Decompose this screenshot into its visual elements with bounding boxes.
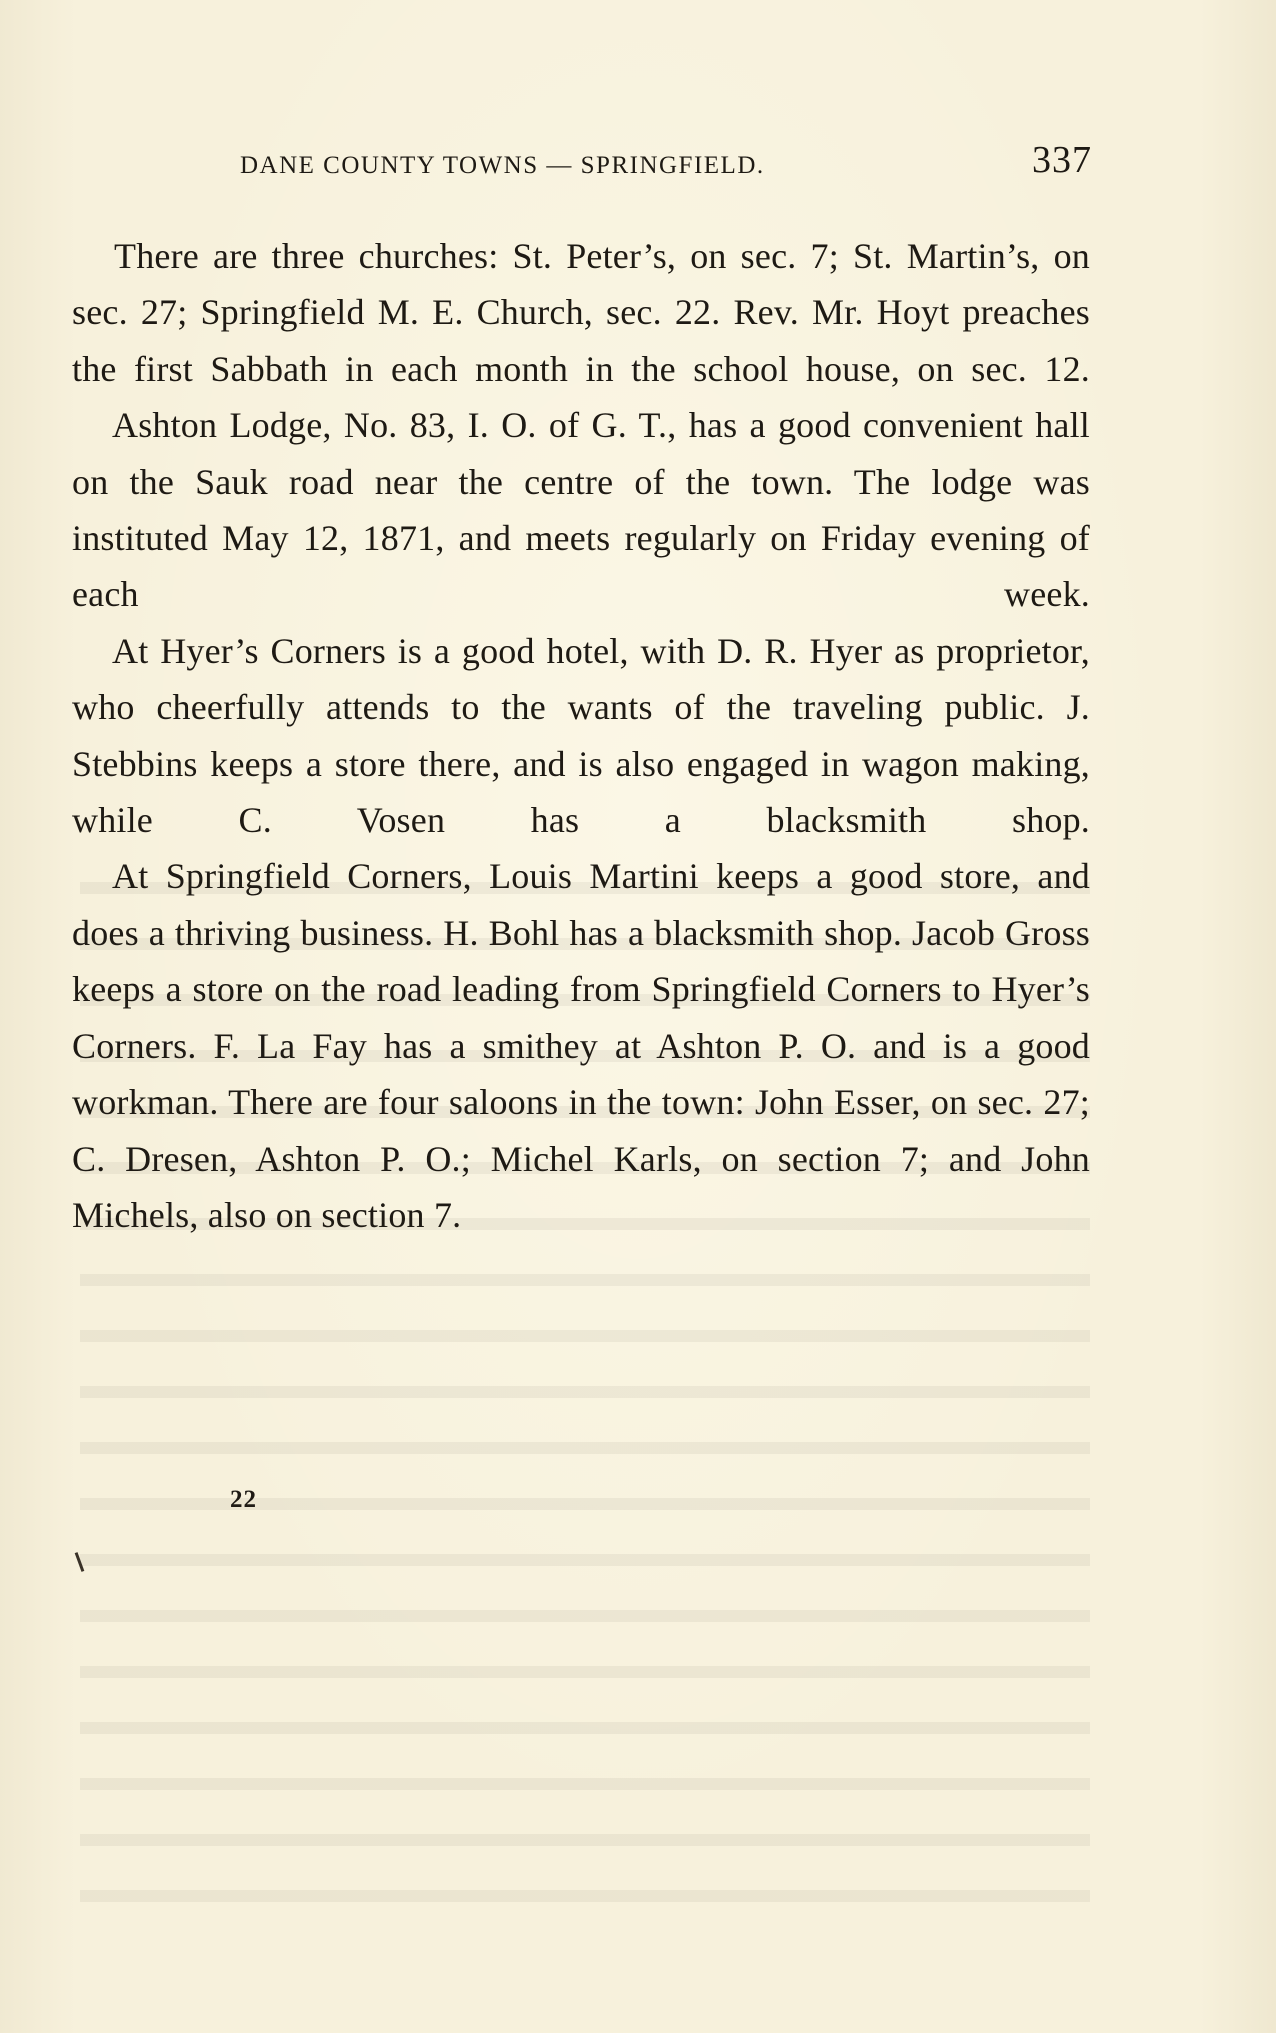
page-header — [72, 138, 1092, 198]
paragraph-ashton-lodge: Ashton Lodge, No. 83, I. O. of G. T., has a good convenient hall on the Sauk road near the centre of the town. The lodge was instituted May 12, 1871, and meets regularly on Friday evening of each week. — [72, 405, 1090, 615]
paragraph-churches: There are three churches: St. Peter’s, on sec. 7; St. Martin’s, on sec. 27; Springfield M. E. Church, sec. 22. Rev. Mr. Hoyt preaches the first Sabbath in each month in the school house, on sec. 12. — [72, 236, 1090, 389]
ink-mark — [75, 1552, 85, 1572]
running-head: DANE COUNTY TOWNS — SPRINGFIELD. — [240, 152, 765, 179]
paragraph-hyers-corners: At Hyer’s Corners is a good hotel, with D. R. Hyer as proprietor, who cheerfully attends to the wants of the traveling public. J. Stebbins keeps a store there, and is also engaged in wagon making, while C. Vosen has a blacksmith shop. — [72, 630, 1090, 841]
body-text — [72, 228, 1090, 1243]
page-number: 337 — [1032, 139, 1092, 181]
paragraph-springfield-corners: At Springfield Corners, Louis Martini keeps a good store, and does a thriving business. H. Bohl has a blacksmith shop. Jacob Gross keeps a store on the road leading from Springfield Corners to Hyer’s Corners. F. La Fay has a smithey at Ashton P. O. and is a good workman. There are four saloons in the town: John Esser, on sec. 27; C. Dresen, Ashton P. O.; Michel Karls, on section 7; and John Michels, also on section 7. — [72, 856, 1090, 1235]
signature-mark: 22 — [230, 1486, 257, 1513]
